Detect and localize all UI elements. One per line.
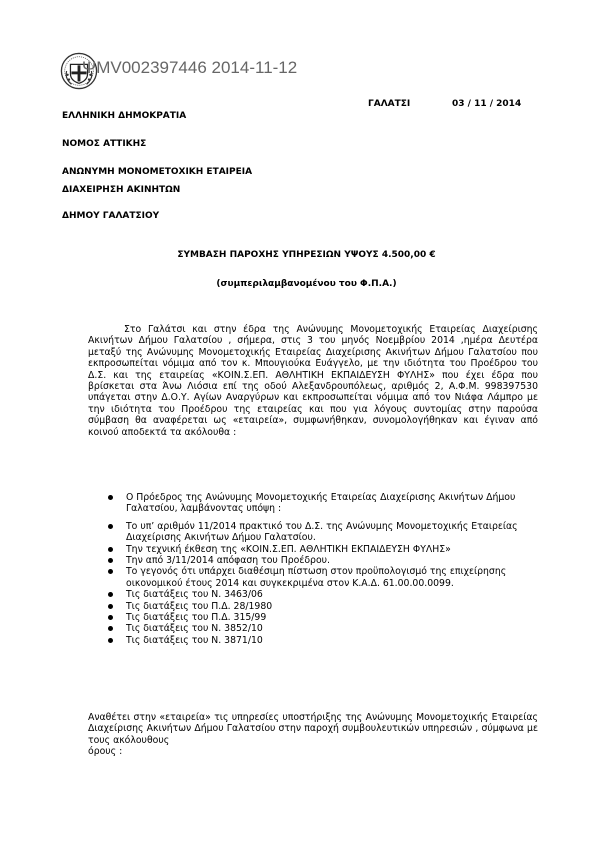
list-item: Τις διατάξεις του Ν. 3871/10	[104, 635, 524, 646]
bullet-icon	[108, 547, 113, 552]
list-item: Το υπ’ αριθμόν 11/2014 πρακτικό του Δ.Σ. της Ανώνυμης Μονομετοχικής Εταιρείας Διαχείρισης Ακινήτων Δήμου Γαλατσίου.	[104, 521, 524, 544]
considerations-list	[104, 492, 524, 646]
place-date	[368, 98, 522, 110]
assignment-text: Αναθέτει στην «εταιρεία» τις υπηρεσίες υποστήριξης της Ανώνυμης Μονομετοχικής Εταιρείας Διαχείρισης Ακινήτων Δήμου Γαλατσίου στην παροχή συμβουλευτικών υπηρεσιών , σύμφωνα με τους ακόλουθους	[88, 712, 538, 746]
header-line-company: ΑΝΩΝΥΜΗ ΜΟΝΟΜΕΤΟΧΙΚΗ ΕΤΑΙΡΕΙΑ	[62, 167, 253, 177]
bullet-icon	[108, 604, 113, 609]
list-item: Τις διατάξεις του Ν. 3463/06	[104, 589, 524, 600]
assignment-paragraph	[88, 712, 538, 758]
list-item: Τις διατάξεις του Ν. 3852/10	[104, 623, 524, 634]
document-place: ΓΑΛΑΤΣΙ	[368, 99, 411, 109]
bullet-icon	[108, 569, 113, 574]
contract-title: ΣΥΜΒΑΣΗ ΠΑΡΟΧΗΣ ΥΠΗΡΕΣΙΩΝ ΥΨΟΥΣ 4.500,00 €	[177, 250, 436, 260]
contract-subtitle: (συμπεριλαμβανομένου του Φ.Π.Α.)	[216, 279, 397, 289]
list-item: Τις διατάξεις του Π.Δ. 28/1980	[104, 601, 524, 612]
list-item: Το γεγονός ότι υπάρχει διαθέσιμη πίστωση στον προϋπολογισμό της επιχείρησης οικονομικού έτους 2014 και συγκεκριμένα στον Κ.Α.Δ. 61.00.00.0099.	[104, 566, 524, 589]
bullet-icon	[108, 495, 113, 500]
bullet-icon	[108, 638, 113, 643]
header-line-municipality: ΔΗΜΟΥ ΓΑΛΑΤΣΙΟΥ	[62, 211, 160, 221]
bullet-icon	[108, 615, 113, 620]
header-line-republic: ΕΛΛΗΝΙΚΗ ΔΗΜΟΚΡΑΤΙΑ	[62, 111, 187, 121]
bullet-icon	[108, 558, 113, 563]
header-line-management: ΔΙΑΧΕΙΡΗΣΗ ΑΚΙΝΗΤΩΝ	[62, 185, 181, 195]
intro-paragraph: Στο Γαλάτσι και στην έδρα της Ανώνυμης Μονομετοχικής Εταιρείας Διαχείρισης Ακινήτων Δήμου Γαλατσίου , σήμερα, στις 3 του μηνός Νοεμβρίου 2014 ,ημέρα Δευτέρα μεταξύ της Ανώνυμης Μονομετοχικής Εταιρείας Διαχείρισης Ακινήτων Δήμου Γαλατσίου που εκπροσωπείται νόμιμα από τον κ. Μπουγιούκα Ευάγγελο, με την ιδιότητα του Προέδρου του Δ.Σ. και της εταιρείας «ΚΟΙΝ.Σ.ΕΠ. ΑΘΛΗΤΙΚΗ ΕΚΠΑΙΔΕΥΣΗ ΦΥΛΗΣ» που έχει έδρα που βρίσκεται στα Άνω Λιόσια επί της οδού Αλεξανδρουπόλεως, αριθμός 2, Α.Φ.Μ. 998397530 υπάγεται στην Δ.Ο.Υ. Αγίων Αναργύρων και εκπροσωπείται νόμιμα από τον Νιάφα Λάμπρο με την ιδιότητα του Προέδρου της εταιρείας και που για λόγους συντομίας στην παρούσα σύμβαση θα αναφέρεται ως «εταιρεία», συμφωνήθηκαν, συνομολογήθηκαν και έγιναν από κοινού αποδεκτά τα ακόλουθα :	[88, 324, 538, 438]
ada-watermark-code: ΨΜV002397446 2014-11-12	[82, 58, 298, 77]
document-date: 03 / 11 / 2014	[452, 99, 522, 109]
bullet-icon	[108, 592, 113, 597]
bullet-icon	[108, 626, 113, 631]
assignment-text-end: όρους :	[88, 746, 123, 758]
list-item: Την τεχνική έκθεση της «ΚΟΙΝ.Σ.ΕΠ. ΑΘΛΗΤΙΚΗ ΕΚΠΑΙΔΕΥΣΗ ΦΥΛΗΣ»	[104, 544, 524, 555]
list-item: Τις διατάξεις του Π.Δ. 315/99	[104, 612, 524, 623]
list-item: Ο Πρόεδρος της Ανώνυμης Μονομετοχικής Εταιρείας Διαχείρισης Ακινήτων Δήμου Γαλατσίου, λαμβάνοντας υπόψη :	[104, 492, 524, 515]
bullet-icon	[108, 524, 113, 529]
list-item: Την από 3/11/2014 απόφαση του Προέδρου.	[104, 555, 524, 566]
header-line-prefecture: ΝΟΜΟΣ ΑΤΤΙΚΗΣ	[62, 139, 147, 149]
